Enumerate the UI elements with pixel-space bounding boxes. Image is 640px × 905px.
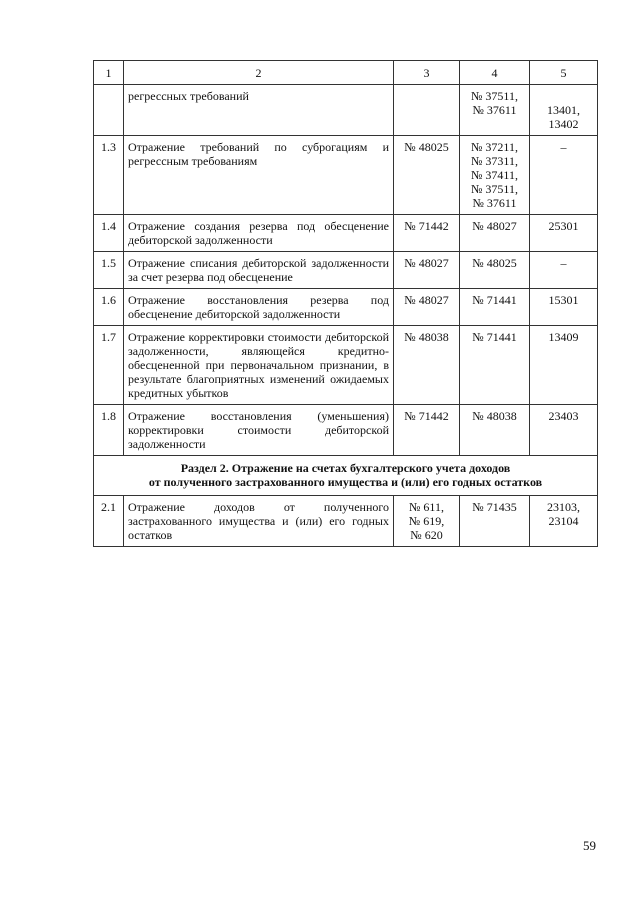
row-number: 1.4 (94, 215, 124, 252)
symbol-codes-line: 23104 (548, 514, 579, 528)
credit-accounts-line: № 37311, (470, 154, 518, 168)
debit-accounts-line: № 619, (408, 514, 445, 528)
symbol-codes-line: 13409 (548, 330, 579, 344)
symbol-codes-line: 23103, (547, 500, 580, 514)
row-description: Отражение восстановления резерва под обесценение дебиторской задолженности (124, 289, 394, 326)
symbol-codes-line: – (560, 256, 567, 270)
row-description: Отражение корректировки стоимости дебиторской задолженности, являющейся кредитно-обесцененной при первоначальном признании, в результате благоприятных изменений ожидаемых кредитных убытков (124, 326, 394, 405)
accounting-entries-table (93, 60, 598, 547)
table-row (94, 496, 598, 547)
symbol-codes-line: 23403 (548, 409, 579, 423)
debit-accounts-line: № 71442 (404, 219, 449, 233)
row-number: 1.6 (94, 289, 124, 326)
credit-accounts-line: № 48025 (472, 256, 517, 270)
credit-accounts (460, 136, 530, 215)
credit-accounts-line: № 48038 (472, 409, 517, 423)
symbol-codes (530, 252, 598, 289)
symbol-codes (530, 289, 598, 326)
row-number (94, 85, 124, 136)
symbol-codes-line: 13402 (548, 117, 579, 131)
header-col-4: 4 (460, 61, 530, 85)
debit-accounts-line: № 48027 (404, 256, 449, 270)
credit-accounts-line: № 37211, (470, 140, 518, 154)
table-row (94, 215, 598, 252)
debit-accounts (394, 289, 460, 326)
row-number: 1.3 (94, 136, 124, 215)
credit-accounts (460, 215, 530, 252)
section-title-line: от полученного застрахованного имущества и (или) его годных остатков (148, 475, 543, 489)
table-row (94, 326, 598, 405)
symbol-codes (530, 136, 598, 215)
section-title-line: Раздел 2. Отражение на счетах бухгалтерского учета доходов (180, 461, 511, 475)
debit-accounts-line: № 48038 (404, 330, 449, 344)
credit-accounts (460, 405, 530, 456)
symbol-codes-line: 25301 (548, 219, 579, 233)
debit-accounts (394, 252, 460, 289)
table-row (94, 405, 598, 456)
symbol-codes-line: – (560, 140, 567, 154)
debit-accounts-line: № 611, (408, 500, 444, 514)
row-description: Отражение списания дебиторской задолженности за счет резерва под обесценение (124, 252, 394, 289)
debit-accounts-line: № 620 (410, 528, 443, 542)
debit-accounts-line: № 71442 (404, 409, 449, 423)
credit-accounts-line: № 37411, (470, 168, 518, 182)
symbol-codes (530, 215, 598, 252)
credit-accounts-line: № 48027 (472, 219, 517, 233)
row-number: 2.1 (94, 496, 124, 547)
symbol-codes-line (534, 89, 593, 103)
header-col-1: 1 (94, 61, 124, 85)
table-row (94, 289, 598, 326)
credit-accounts (460, 326, 530, 405)
debit-accounts (394, 326, 460, 405)
header-col-3: 3 (394, 61, 460, 85)
row-number: 1.7 (94, 326, 124, 405)
debit-accounts (394, 496, 460, 547)
credit-accounts (460, 252, 530, 289)
table-row (94, 136, 598, 215)
credit-accounts (460, 289, 530, 326)
credit-accounts-line: № 71441 (472, 330, 517, 344)
row-description: Отражение создания резерва под обесценение дебиторской задолженности (124, 215, 394, 252)
row-number: 1.8 (94, 405, 124, 456)
credit-accounts-line: № 37611 (472, 196, 517, 210)
credit-accounts (460, 85, 530, 136)
symbol-codes (530, 496, 598, 547)
credit-accounts-line: № 37511, (470, 182, 518, 196)
debit-accounts (394, 405, 460, 456)
row-description: Отражение восстановления (уменьшения) корректировки стоимости дебиторской задолженности (124, 405, 394, 456)
row-description: Отражение требований по суброгациям и регрессным требованиям (124, 136, 394, 215)
symbol-codes (530, 405, 598, 456)
symbol-codes-line: 15301 (548, 293, 579, 307)
debit-accounts-line: № 48027 (404, 293, 449, 307)
table-row (94, 85, 598, 136)
credit-accounts-line: № 71441 (472, 293, 517, 307)
debit-accounts (394, 215, 460, 252)
header-col-2: 2 (124, 61, 394, 85)
section-title (94, 456, 598, 496)
symbol-codes (530, 85, 598, 136)
row-number: 1.5 (94, 252, 124, 289)
row-description: регрессных требований (124, 85, 394, 136)
credit-accounts-line: № 37511, (470, 89, 518, 103)
symbol-codes (530, 326, 598, 405)
debit-accounts-line: № 48025 (404, 140, 449, 154)
credit-accounts-line: № 37611 (472, 103, 517, 117)
table-row (94, 252, 598, 289)
debit-accounts (394, 136, 460, 215)
credit-accounts (460, 496, 530, 547)
section-header-row (94, 456, 598, 496)
row-description: Отражение доходов от полученного застрахованного имущества и (или) его годных остатков (124, 496, 394, 547)
symbol-codes-line: 13401, (547, 103, 580, 117)
table-header-row (94, 61, 598, 85)
header-col-5: 5 (530, 61, 598, 85)
page-number: 59 (583, 838, 596, 853)
debit-accounts (394, 85, 460, 136)
credit-accounts-line: № 71435 (472, 500, 517, 514)
